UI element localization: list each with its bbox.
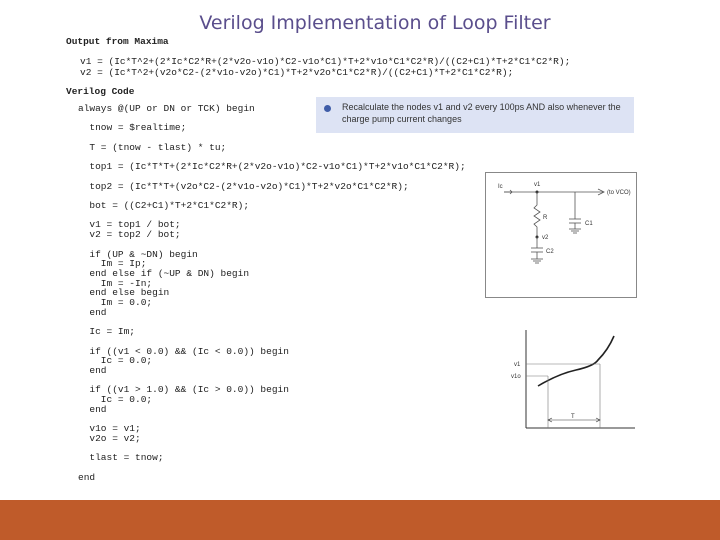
code-line: end <box>78 471 96 483</box>
to-vco-label: (to VCO) <box>607 190 631 196</box>
code-line: T = (tnow - tlast) * tu; <box>78 141 227 153</box>
footer-bar <box>0 500 720 540</box>
capacitor-c1 <box>569 219 581 223</box>
verilog-code-block <box>78 103 498 493</box>
maxima-equation-v2: v2 = (Ic*T^2+(v2o*C2-(2*v1o-v2o)*C1)*T+2*v2o*C1*C2*R)/((C2+C1)*T+2*C1*C2*R); <box>80 67 514 78</box>
code-line: end else begin <box>78 287 170 299</box>
voltage-waveform <box>510 330 635 430</box>
maxima-heading: Output from Maxima <box>66 36 169 47</box>
code-line: top2 = (Ic*T*T+(v2o*C2-(2*v1o-v2o)*C1)*T+2*v2o*C1*C2*R); <box>78 180 409 192</box>
waveform-t-label: T <box>571 414 575 420</box>
c1-label: C1 <box>585 221 593 227</box>
ground-symbol-left <box>531 252 543 263</box>
code-line: Im = Ip; <box>78 258 147 270</box>
note-text: Recalculate the nodes v1 and v2 every 100ps AND also whenever the charge pump current changes <box>342 102 621 124</box>
code-line: bot = ((C2+C1)*T+2*C1*C2*R); <box>78 200 250 211</box>
loop-filter-schematic <box>485 172 637 298</box>
code-line: top1 = (Ic*T*T+(2*Ic*C2*R+(2*v2o-v1o)*C2-v1o*C1)*T+2*v1o*C1*C2*R); <box>78 161 466 173</box>
ground-symbol-right <box>569 223 581 233</box>
capacitor-c2 <box>531 248 543 252</box>
note-callout <box>316 97 634 133</box>
code-line: if (UP & ~DN) begin <box>78 248 198 260</box>
slide-title: Verilog Implementation of Loop Filter <box>199 12 551 34</box>
code-line: v1 = top1 / bot; <box>78 219 181 231</box>
code-line: Ic = 0.0; <box>78 355 153 367</box>
ic-label: Ic <box>498 184 503 190</box>
code-line: end <box>78 403 107 415</box>
verilog-heading: Verilog Code <box>66 86 135 97</box>
code-line: Ic = 0.0; <box>78 394 153 405</box>
code-line: v1o = v1; <box>78 423 141 435</box>
v2-node-label: v2 <box>542 235 549 241</box>
code-line: Im = -In; <box>78 277 153 289</box>
code-line: end <box>78 364 107 376</box>
waveform-v1-label: v1 <box>514 362 521 368</box>
code-line: tlast = tnow; <box>78 452 164 464</box>
maxima-equation-v1: v1 = (Ic*T^2+(2*Ic*C2*R+(2*v2o-v1o)*C2-v1o*C1)*T+2*v1o*C1*C2*R)/((C2+C1)*T+2*C1*C2*R); <box>80 56 571 67</box>
c2-label: C2 <box>546 249 554 255</box>
resistor-r <box>534 192 540 237</box>
bullet-icon <box>324 105 331 112</box>
code-line: end else if (~UP & DN) begin <box>78 267 250 279</box>
code-line: if ((v1 < 0.0) && (Ic < 0.0)) begin <box>78 345 289 357</box>
waveform-v1o-label: v1o <box>511 374 521 380</box>
code-line: v2o = v2; <box>78 432 141 444</box>
voltage-curve <box>538 336 614 386</box>
code-line: if ((v1 > 1.0) && (Ic > 0.0)) begin <box>78 384 289 396</box>
code-line: Ic = Im; <box>78 326 136 338</box>
r-label: R <box>543 215 548 221</box>
code-line: tnow = $realtime; <box>78 122 187 134</box>
code-line: end <box>78 306 107 318</box>
code-line: Im = 0.0; <box>78 297 153 308</box>
code-line: always @(UP or DN or TCK) begin <box>78 103 255 114</box>
code-line: v2 = top2 / bot; <box>78 229 181 241</box>
v1-node-label: v1 <box>534 182 541 188</box>
